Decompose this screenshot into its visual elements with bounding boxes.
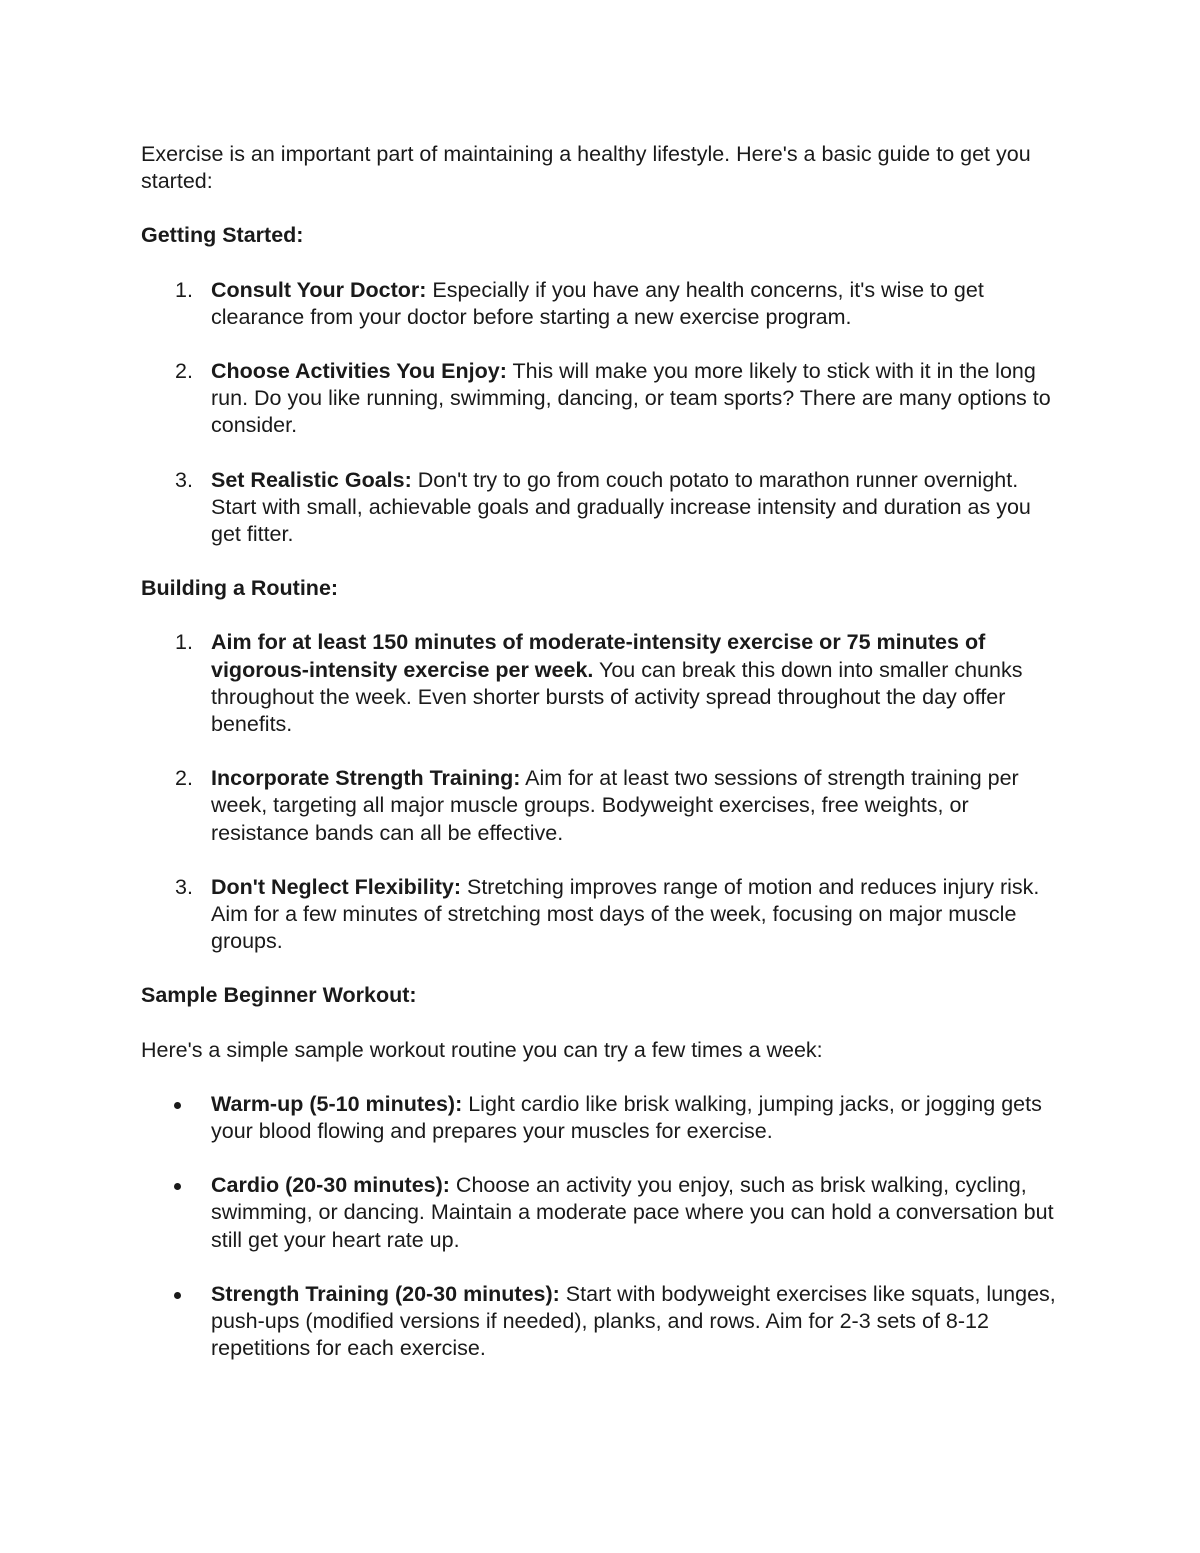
item-text: Start with bodyweight exercises like squats, lunges, push-ups (modified versions if needed), planks, and rows. Aim for 2-3 sets of 8-12 repetitions for each exercise. [211, 1281, 1056, 1361]
intro-paragraph: Exercise is an important part of maintaining a healthy lifestyle. Here's a basic guide to get you started: [141, 142, 1031, 194]
item-text: This will make you more likely to stick with it in the long run. Do you like running, swimming, dancing, or team sports? There are many options to consider. [211, 359, 1051, 438]
section-heading-building-routine: Building a Routine: [141, 576, 339, 601]
list-number: 1. [175, 630, 193, 655]
list-item [141, 1281, 1066, 1363]
item-lead: Cardio (20-30 minutes): [211, 1173, 450, 1198]
list-item [141, 874, 1066, 956]
bullet-icon [174, 1183, 181, 1190]
item-lead: Consult Your Doctor: [211, 277, 427, 302]
getting-started-list [141, 277, 1066, 549]
item-text: Especially if you have any health concerns, it's wise to get clearance from your doctor before starting a new exercise program. [211, 277, 984, 329]
item-lead: Warm-up (5-10 minutes): [211, 1091, 463, 1116]
list-item [141, 629, 1066, 738]
building-routine-list [141, 629, 1066, 955]
item-text: Stretching improves range of motion and reduces injury risk. Aim for a few minutes of stretching most days of the week, focusing on major muscle groups. [211, 874, 1040, 954]
list-item [141, 765, 1066, 847]
item-lead: Aim for at least 150 minutes of moderate-intensity exercise or 75 minutes of vigorous-intensity exercise per week. [211, 630, 986, 682]
list-number: 2. [175, 359, 193, 384]
list-number: 1. [175, 277, 193, 302]
item-text: Aim for at least two sessions of strength training per week, targeting all major muscle groups. Bodyweight exercises, free weights, or resistance bands can all be effective. [211, 766, 1019, 845]
item-lead: Set Realistic Goals: [211, 467, 412, 492]
item-text: Light cardio like brisk walking, jumping jacks, or jogging gets your blood flowing and prepares your muscles for exercise. [211, 1091, 1042, 1144]
bullet-icon [174, 1102, 181, 1109]
list-number: 2. [175, 766, 193, 791]
item-text: You can break this down into smaller chunks throughout the week. Even shorter bursts of activity spread throughout the day offer benefits. [211, 657, 1023, 737]
list-number: 3. [175, 467, 193, 492]
list-number: 3. [175, 874, 193, 899]
item-text: Choose an activity you enjoy, such as brisk walking, cycling, swimming, or dancing. Maintain a moderate pace where you can hold a conversation but still get your heart rate up. [211, 1173, 1054, 1252]
section-heading-sample-workout: Sample Beginner Workout: [141, 983, 417, 1008]
list-item [141, 277, 1066, 331]
list-item [141, 358, 1066, 440]
item-lead: Don't Neglect Flexibility: [211, 874, 462, 899]
list-item [141, 467, 1066, 549]
sample-workout-list [141, 1091, 1066, 1363]
workout-intro-paragraph: Here's a simple sample workout routine you can try a few times a week: [141, 1037, 823, 1062]
item-text: Don't try to go from couch potato to marathon runner overnight. Start with small, achievable goals and gradually increase intensity and duration as you get fitter. [211, 467, 1031, 547]
list-item [141, 1172, 1066, 1254]
section-heading-getting-started: Getting Started: [141, 223, 304, 248]
item-lead: Choose Activities You Enjoy: [211, 359, 507, 384]
document-page [141, 141, 1066, 1390]
item-lead: Incorporate Strength Training: [211, 766, 521, 791]
list-item [141, 1091, 1066, 1145]
item-lead: Strength Training (20-30 minutes): [211, 1281, 560, 1306]
bullet-icon [174, 1292, 181, 1299]
